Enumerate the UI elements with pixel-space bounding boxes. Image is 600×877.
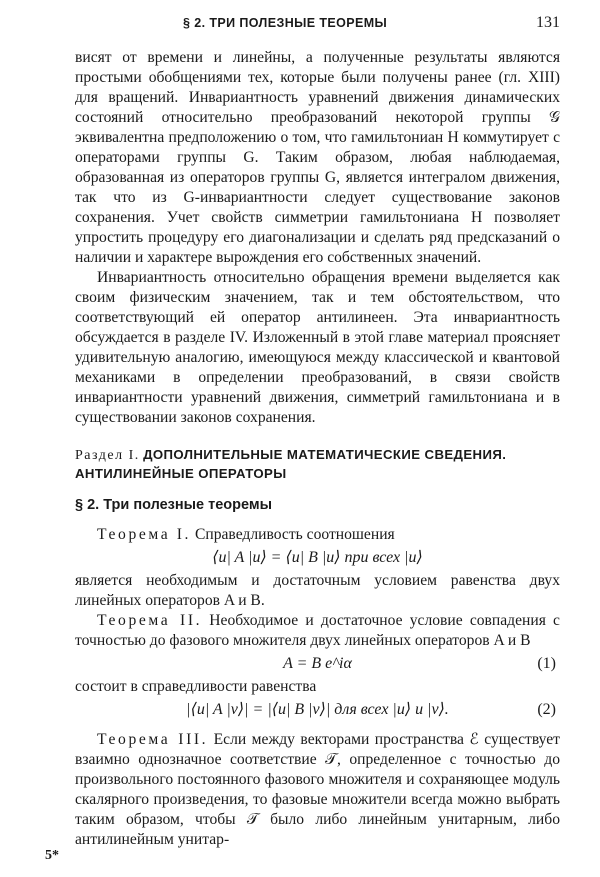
paragraph-intro: висят от времени и линейны, а полученные результаты являются простыми обобщениями тех, которые были получены ранее (гл. XIII) для вращений. Инвариантность уравнений движения динамических состояний относительно преобразований некоторой группы 𝒢 эквивалентна предположению о том, что гамильтониан H коммутирует с операторами группы G. Таким образом, любая наблюдаемая, образованная из операторов группы G, является интегралом движения, так что из G-инвариантности следует существование законов сохранения. Учет свойств симметрии гамильтониана H позволяет упростить процедуру его диагонализации и сделать ряд предсказаний о наличии и характере вырождения его собственных значений. <box>75 49 560 266</box>
theorem-2-text: Необходимое и достаточное условие совпадения с точностью до фазового множителя двух линейных операторов A и B <box>75 612 560 649</box>
theorem-1-label: Теорема I. <box>97 526 192 543</box>
section-heading <box>75 446 560 483</box>
theorem-1-formula: ⟨u| A |u⟩ = ⟨u| B |u⟩ при всех |u⟩ <box>212 549 423 566</box>
running-head <box>75 14 560 34</box>
theorem-1-text: Справедливость соотношения <box>194 526 395 543</box>
equation-1-number: (1) <box>537 655 556 672</box>
theorem-1-conclusion: является необходимым и достаточным условием равенства двух линейных операторов A и B. <box>75 572 560 609</box>
equation-2 <box>75 698 560 722</box>
equation-1-body: A = B e^iα <box>283 655 352 672</box>
theorem-3-statement <box>75 730 560 850</box>
section-label: Раздел I. <box>75 448 140 463</box>
subsection-heading: § 2. Три полезные теоремы <box>75 497 272 513</box>
theorem-3-text: Если между векторами пространства ℰ существует взаимно однозначное соответствие 𝒯, определенное с точностью до произвольного постоянного фазового множителя и сохраняющее модуль скалярного произведения, то фазовые множители всегда можно выбрать таким образом, чтобы 𝒯 было либо линейным унитарным, либо антилинейным унитар- <box>75 731 560 848</box>
theorem-3-label: Теорема III. <box>97 731 209 748</box>
theorem-2-between: состоит в справедливости равенства <box>75 678 317 695</box>
paragraph-time-reversal: Инвариантность относительно обращения времени выделяется как своим физическим значением, так и тем обстоятельством, что соответствующий ей оператор антилинеен. Эта инвариантность обсуждается в разделе IV. Изложенный в этой главе материал проясняет удивительную аналогию, имеющуюся между классической и квантовой механиками в определении преобразований, в связи свойств инвариантности уравнений движения, симметрий гамильтониана и в существовании законов сохранения. <box>75 269 560 426</box>
page-text <box>75 48 560 850</box>
equation-2-body: |⟨u| A |v⟩| = |⟨u| B |v⟩| для всех |u⟩ и |v⟩. <box>186 701 449 718</box>
theorem-2-statement <box>75 611 560 651</box>
equation-2-number: (2) <box>537 701 556 718</box>
page-number: 131 <box>536 14 560 31</box>
section-title: ДОПОЛНИТЕЛЬНЫЕ МАТЕМАТИЧЕСКИЕ СВЕДЕНИЯ. АНТИЛИНЕЙНЫЕ ОПЕРАТОРЫ <box>75 447 507 481</box>
equation-1 <box>75 652 560 676</box>
running-title: § 2. ТРИ ПОЛЕЗНЫЕ ТЕОРЕМЫ <box>183 16 388 30</box>
theorem-2-label: Теорема II. <box>97 612 203 629</box>
theorem-1-statement <box>75 525 560 545</box>
signature-mark: 5* <box>45 848 59 863</box>
